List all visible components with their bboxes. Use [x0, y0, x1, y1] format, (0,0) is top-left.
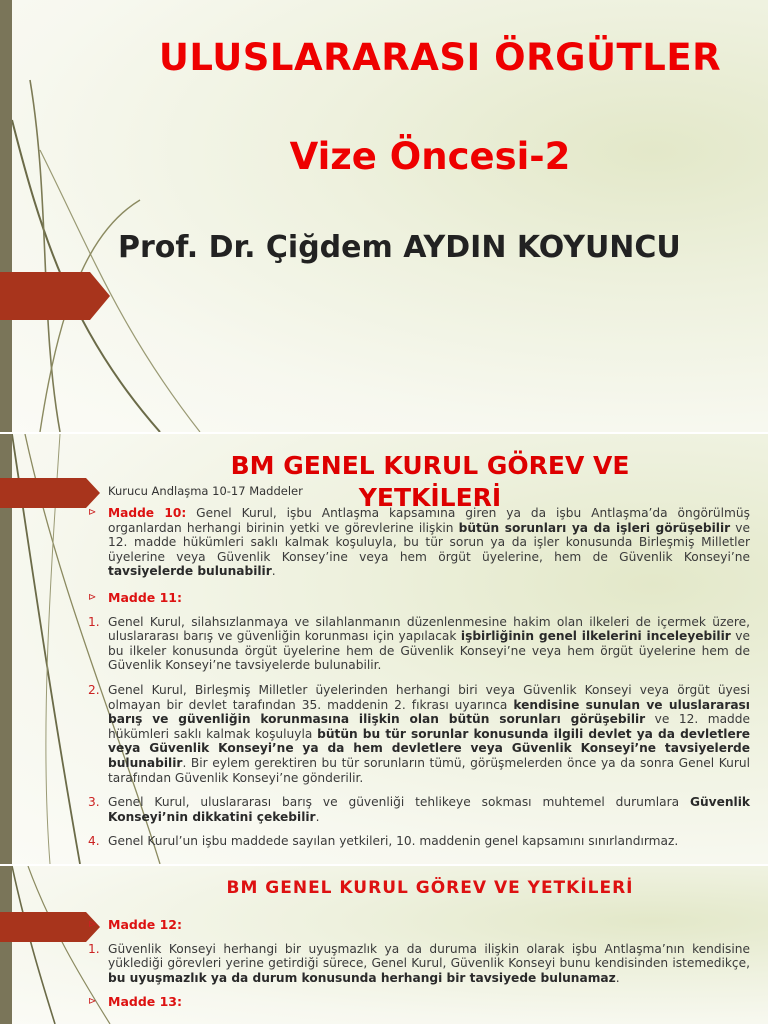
article-13-heading: ⊳ Madde 13: — [88, 994, 182, 1010]
section-title: BM GENEL KURUL GÖREV VE YETKİLERİ — [226, 878, 634, 898]
slide-general-assembly — [0, 434, 768, 864]
list-item: 4. Genel Kurul’un işbu maddede sayılan yetkileri, 10. maddenin genel kapsamını sınırlandırmaz. — [88, 834, 679, 849]
slide-general-assembly-2 — [0, 866, 768, 1024]
article-list — [88, 918, 750, 1010]
article-12-heading: ⊳ Madde 12: — [88, 917, 182, 932]
slide-title — [0, 0, 768, 432]
arrow-bullet-icon: ⊳ — [88, 591, 97, 603]
arrow-bullet-icon: ⊳ — [88, 996, 97, 1008]
arrow-bullet-icon: ⊳ — [88, 919, 97, 930]
article-10: ⊳ Madde 10: Genel Kurul, işbu Antlaşma kapsamına giren ya da işbu Antlaşma’da öngörülmüş organlardan herhangi birinin yetki ve görevlerine ilişkin bütün sorunları ya da işleri görüşebilir ve 12. madde hükümleri saklı kalmak koşuluyla, bu tür sorun ya da işler konusunda Birleşmiş Milletler üyelerine veya Güvenlik Konsey’ine veya hem örgüt üyelerine, hem de Güvenlik Konseyi’ne tavsiyelerde bulunabilir. — [88, 506, 750, 579]
list-item: 2. Genel Kurul, Birleşmiş Milletler üyelerinden herhangi biri veya Güvenlik Konseyi veya örgüt üyesi olmayan bir devlet tarafından 35. maddenin 2. fıkrası uyarınca kendisine sunulan ve uluslararası barış ve güvenliğin korunmasına ilişkin olan bütün sorunları görüşebilir ve 12. madde hükümleri saklı kalmak koşuluyla bütün bu tür sorunlar konusunda ilgili devlet ya da devletlere veya Güvenlik Konseyi’ne ya da hem devletlere veya Güvenlik Konseyi’ne tavsiyelerde bulunabilir. Bir eylem gerektiren bu tür sorunların tümü, görüşmelerden önce ya da sonra Genel Kurul tarafından Güvenlik Konseyi’ne gönderilir. — [88, 682, 751, 785]
founding-note: Kurucu Andlaşma 10-17 Maddeler — [108, 484, 303, 498]
list-item: 3. Genel Kurul, uluslararası barış ve güvenliği tehlikeye sokması muhtemel durumlara Güvenlik Konseyi’nin dikkatini çekebilir. — [88, 795, 750, 824]
slide-tab-icon — [0, 478, 100, 508]
author-name: Prof. Dr. Çiğdem AYDIN KOYUNCU — [118, 230, 681, 265]
page-title: ULUSLARARASI ÖRGÜTLER — [158, 36, 722, 79]
section-title: BM GENEL KURUL GÖREV VE YETKİLERİ — [230, 451, 630, 512]
slide-tab-icon — [0, 912, 100, 942]
left-bar — [0, 866, 12, 1024]
arrow-bullet-icon: ⊳ — [88, 507, 97, 518]
article-list — [88, 506, 750, 849]
article-11-heading: ⊳ Madde 11: — [88, 589, 182, 605]
list-item: 1. Güvenlik Konseyi herhangi bir uyuşmazlık ya da duruma ilişkin olarak işbu Antlaşma’nın kendisine yüklediği görevleri yerine getirdiği sürece, Genel Kurul, Güvenlik Konseyi bunu kendisinden istemedikçe, bu uyuşmazlık ya da durum konusunda herhangi bir tavsiyede bulunamaz. — [88, 941, 750, 985]
left-bar — [0, 0, 12, 432]
slide-tab-icon — [0, 272, 110, 320]
list-item: 1. Genel Kurul, silahsızlanmaya ve silahlanmanın düzenlenmesine hakim olan ilkeleri de içermek üzere, uluslararası barış ve güvenliğin korunması için yapılacak işbirliğinin genel ilkelerini inceleyebilir ve bu ilkeler konusunda örgüt üyelerine hem de Güvenlik Konseyi’ne veya hem örgüt üyelerine hem de Güvenlik Konseyi’ne tavsiyelerde bulunabilir. — [88, 614, 750, 673]
page-subtitle: Vize Öncesi-2 — [289, 135, 571, 178]
